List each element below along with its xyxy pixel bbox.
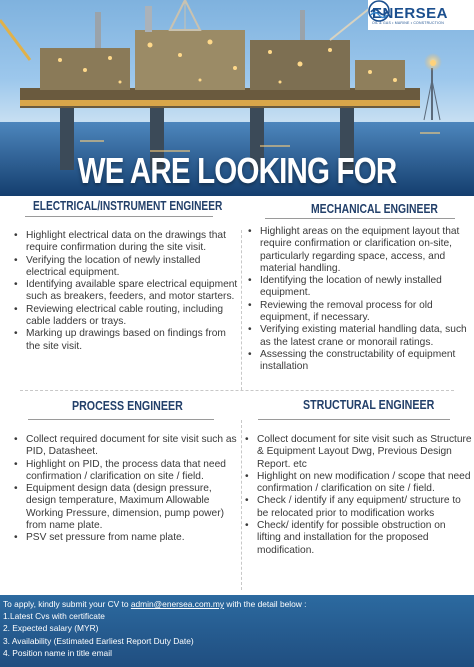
list-item: • PSV set pressure from name plate. [12, 532, 240, 544]
email-link[interactable]: admin@enersea.com.my [130, 599, 225, 609]
hero-title: WE ARE LOOKING FOR [77, 150, 397, 191]
apply-intro: To apply, kindly submit your CV to [3, 599, 131, 609]
row-divider [20, 390, 454, 391]
list-item: • Collect required document for site visit such as PID, Datasheet. [12, 434, 240, 459]
structural-bullet-list [243, 434, 472, 557]
list-item: • Marking up drawings based on findings from the site visit. [12, 328, 240, 353]
mechanical-title-underline [265, 218, 455, 219]
list-item: • Identifying the location of newly installed equipment. [246, 275, 472, 300]
list-item: • Verifying existing material handling data, such as the latest crane or monorail ratings. [246, 324, 472, 349]
brand-name: ENERSEA [372, 4, 449, 22]
list-item: • Reviewing the removal process for old equipment, if necessary. [246, 300, 472, 325]
mechanical-section-title: MECHANICAL ENGINEER [311, 201, 438, 216]
column-divider-bottom [241, 420, 242, 590]
process-title-underline [28, 419, 214, 420]
electrical-title-underline [25, 216, 213, 217]
brand-logo [368, 0, 474, 30]
list-item: • Highlight on PID, the process data that need confirmation / clarification on site / field. [12, 459, 240, 484]
brand-wave-icon [368, 0, 390, 22]
electrical-section-title: ELECTRICAL/INSTRUMENT ENGINEER [33, 198, 223, 213]
list-item: • Highlight on new modification / scope that need confirmation / clarification on site / field. [243, 471, 472, 496]
list-item: • Assessing the constructability of equipment installation [246, 349, 472, 374]
column-divider-top [241, 230, 242, 390]
structural-section-title: STRUCTURAL ENGINEER [303, 397, 435, 412]
list-item: • Identifying available spare electrical equipment such as breakers, feeders, and motor starters. [12, 279, 240, 304]
list-item: • Highlight electrical data on the drawings that require confirmation during the site visit. [12, 230, 240, 255]
structural-title-underline [258, 419, 450, 420]
list-item: • Reviewing electrical cable routing, including cable ladders or trays. [12, 304, 240, 329]
list-item: • Highlight areas on the equipment layout that require confirmation or clarification on-site, particularly regarding space, access, and material handling. [246, 226, 472, 275]
list-item: 4. Position name in title email [3, 647, 112, 658]
hero-banner [0, 0, 474, 196]
list-item: 2. Expected salary (MYR) [3, 623, 99, 634]
apply-intro-end: with the detail below : [224, 599, 307, 609]
brand-tagline: OIL & GAS • MARINE • CONSTRUCTION [372, 20, 444, 25]
list-item: 3. Availability (Estimated Earliest Report Duty Date) [3, 635, 194, 646]
list-item: • Collect document for site visit such as Structure & Equipment Layout Dwg, Previous Design Report. etc [243, 434, 472, 471]
list-item: • Equipment design data (design pressure, design temperature, Maximum Allowable Working Pressure, dimension, pump power) from name plate. [12, 483, 240, 532]
list-item: 1.Latest Cvs with certificate [3, 611, 105, 622]
apply-instructions [3, 598, 474, 610]
mechanical-bullet-list [246, 226, 472, 374]
electrical-bullet-list [12, 230, 240, 353]
list-item: • Check/ identify for possible obstruction on lifting and installation for the proposed modification. [243, 520, 472, 557]
application-footer [0, 595, 474, 667]
process-bullet-list [12, 434, 240, 545]
process-section-title: PROCESS ENGINEER [72, 398, 183, 413]
list-item: • Check / identify if any equipment/ structure to be relocated prior to modification works [243, 495, 472, 520]
list-item: • Verifying the location of newly installed electrical equipment. [12, 255, 240, 280]
